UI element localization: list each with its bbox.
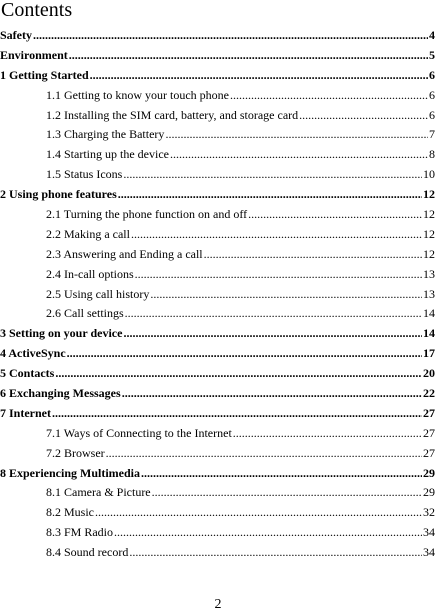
- toc-entry-page: 12: [423, 226, 435, 241]
- toc-entry-page: 34: [423, 545, 435, 560]
- dot-leader: [95, 503, 422, 523]
- toc-entry[interactable]: [0, 185, 435, 205]
- toc-entry[interactable]: [0, 503, 435, 523]
- dot-leader: [118, 185, 422, 205]
- toc-entry-label: 8.3 FM Radio: [46, 525, 114, 540]
- toc-entry-page: 12: [423, 246, 435, 261]
- toc-entry-label: 8 Experiencing Multimedia: [0, 465, 140, 480]
- toc-entry-label: 2.1 Turning the phone function on and off: [46, 207, 248, 222]
- toc-entry-label: Safety: [0, 28, 32, 42]
- dot-leader: [299, 106, 428, 126]
- toc-entry[interactable]: [0, 304, 435, 324]
- toc-entry[interactable]: [0, 245, 435, 265]
- toc-entry-label: 2.5 Using call history: [46, 286, 150, 301]
- toc-entry[interactable]: [0, 66, 435, 86]
- toc-entry-label: 6 Exchanging Messages: [0, 386, 121, 401]
- dot-leader: [170, 145, 428, 165]
- toc-entry[interactable]: [0, 26, 435, 46]
- toc-entry-page: 29: [423, 465, 435, 480]
- toc-entry-label: 2.6 Call settings: [46, 306, 124, 321]
- toc-entry-page: 27: [423, 405, 435, 420]
- toc-entry[interactable]: [0, 265, 435, 285]
- dot-leader: [152, 483, 422, 503]
- toc-entry[interactable]: [0, 46, 435, 66]
- toc-entry-page: 5: [429, 47, 435, 62]
- toc-entry-label: Environment: [0, 47, 68, 62]
- toc-entry[interactable]: [0, 424, 435, 444]
- toc-entry-page: 32: [423, 505, 435, 520]
- dot-leader: [165, 125, 428, 145]
- dot-leader: [230, 86, 428, 106]
- dot-leader: [122, 384, 422, 404]
- dot-leader: [69, 46, 428, 66]
- toc-entry[interactable]: [0, 165, 435, 185]
- dot-leader: [129, 543, 422, 563]
- dot-leader: [123, 165, 422, 185]
- toc-entry[interactable]: [0, 464, 435, 484]
- toc-entry-label: 2.3 Answering and Ending a call: [46, 246, 203, 261]
- toc-entry-label: 1 Getting Started: [0, 67, 89, 82]
- toc-entry-page: 22: [423, 386, 435, 401]
- page-number: 2: [214, 597, 222, 612]
- toc-entry[interactable]: [0, 384, 435, 404]
- dot-leader: [125, 304, 422, 324]
- toc-entry-label: 2.2 Making a call: [46, 226, 130, 241]
- toc-entry-page: 34: [423, 525, 435, 540]
- toc-entry-label: 3 Setting on your device: [0, 326, 123, 341]
- toc-entry-page: 27: [423, 425, 435, 440]
- toc-entry-page: 14: [423, 306, 435, 321]
- toc-entry-page: 4: [429, 28, 435, 42]
- toc-entry-page: 12: [423, 207, 435, 222]
- toc-entry-page: 13: [423, 286, 435, 301]
- toc-entry-page: 20: [423, 366, 435, 381]
- toc-entry[interactable]: [0, 205, 435, 225]
- toc-entry[interactable]: [0, 86, 435, 106]
- dot-leader: [52, 404, 422, 424]
- toc-entry-label: 2.4 In-call options: [46, 266, 134, 281]
- dot-leader: [135, 265, 422, 285]
- dot-leader: [106, 444, 422, 464]
- toc-entry-label: 5 Contacts: [0, 366, 55, 381]
- toc-entry[interactable]: [0, 483, 435, 503]
- dot-leader: [141, 464, 422, 484]
- dot-leader: [150, 285, 422, 305]
- toc-entry[interactable]: [0, 404, 435, 424]
- dot-leader: [67, 344, 422, 364]
- toc-entry[interactable]: [0, 125, 435, 145]
- toc-entry-label: 1.2 Installing the SIM card, battery, and storage card: [46, 107, 299, 122]
- toc-entry-page: 6: [429, 107, 435, 122]
- dot-leader: [90, 66, 428, 86]
- toc-entry-label: 1.4 Starting up the device: [46, 147, 169, 162]
- toc-entry-label: 4 ActiveSync: [0, 346, 66, 361]
- toc-entry[interactable]: [0, 523, 435, 543]
- toc-entry-page: 10: [423, 167, 435, 182]
- toc-entry-label: 8.4 Sound record: [46, 545, 129, 560]
- page-title: Contents: [1, 0, 73, 21]
- toc-entry-page: 14: [423, 326, 435, 341]
- toc-entry-label: 1.3 Charging the Battery: [46, 127, 165, 142]
- toc-entry-page: 13: [423, 266, 435, 281]
- toc-entry-page: 8: [429, 147, 435, 162]
- toc-entry[interactable]: [0, 285, 435, 305]
- table-of-contents: [0, 26, 436, 563]
- toc-entry-label: 7.2 Browser: [46, 445, 105, 460]
- toc-entry-page: 12: [423, 187, 435, 202]
- toc-entry-page: 7: [429, 127, 435, 142]
- dot-leader: [233, 424, 422, 444]
- toc-entry-page: 6: [429, 87, 435, 102]
- toc-entry-label: 7 Internet: [0, 405, 51, 420]
- toc-entry-label: 1.1 Getting to know your touch phone: [46, 87, 229, 102]
- toc-entry-page: 29: [423, 485, 435, 500]
- toc-entry-page: 6: [429, 67, 435, 82]
- toc-entry-page: 27: [423, 445, 435, 460]
- toc-entry-label: 8.2 Music: [46, 505, 94, 520]
- toc-entry-label: 8.1 Camera & Picture: [46, 485, 151, 500]
- toc-entry-label: 1.5 Status Icons: [46, 167, 123, 182]
- toc-entry[interactable]: [0, 444, 435, 464]
- toc-entry[interactable]: [0, 543, 435, 563]
- dot-leader: [114, 523, 422, 543]
- toc-entry[interactable]: [0, 145, 435, 165]
- toc-entry[interactable]: [0, 364, 435, 384]
- dot-leader: [204, 245, 422, 265]
- toc-entry[interactable]: [0, 344, 435, 364]
- toc-entry-page: 17: [423, 346, 435, 361]
- dot-leader: [33, 26, 428, 46]
- toc-entry[interactable]: [0, 324, 435, 344]
- dot-leader: [55, 364, 422, 384]
- toc-entry-label: 2 Using phone features: [0, 187, 117, 202]
- dot-leader: [123, 324, 422, 344]
- toc-entry[interactable]: [0, 225, 435, 245]
- dot-leader: [131, 225, 422, 245]
- toc-entry[interactable]: [0, 106, 435, 126]
- dot-leader: [248, 205, 422, 225]
- toc-entry-label: 7.1 Ways of Connecting to the Internet: [46, 425, 232, 440]
